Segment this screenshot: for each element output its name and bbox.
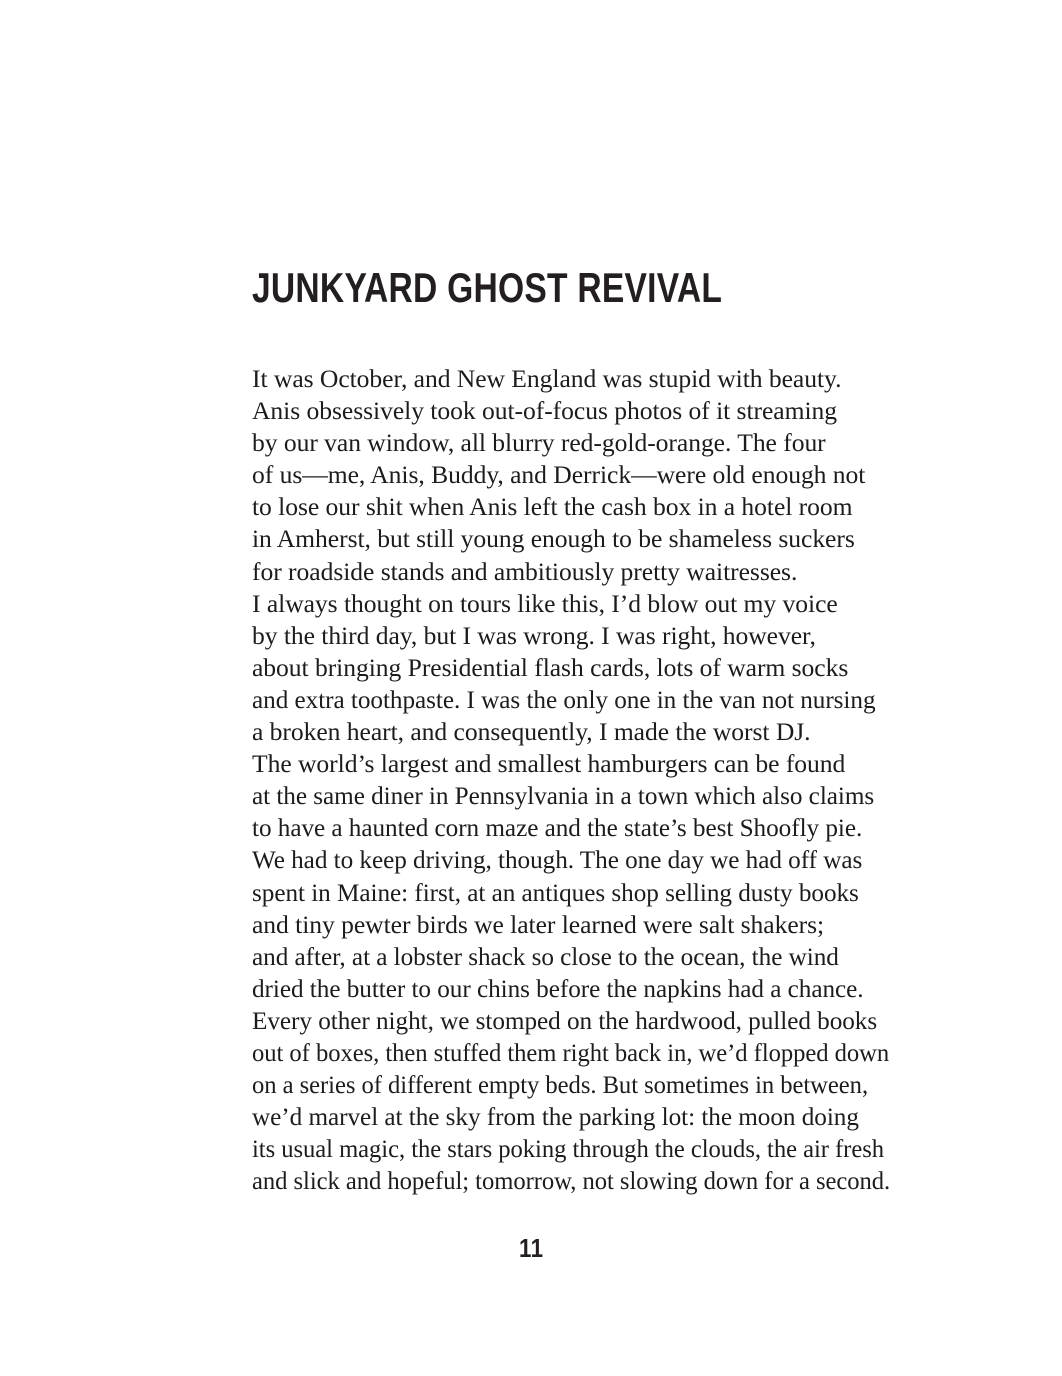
poem-line: It was October, and New England was stupid with beauty. [252,364,842,393]
poem-line: The world’s largest and smallest hamburgers can be found [252,749,846,779]
poem-line: for roadside stands and ambitiously pretty waitresses. [252,556,798,586]
poem-line: at the same diner in Pennsylvania in a town which also claims [252,781,875,811]
poem-line: on a series of different empty beds. But sometimes in between, [252,1070,869,1100]
poem-line: We had to keep driving, though. The one day we had off was [252,845,863,875]
poem-line: we’d marvel at the sky from the parking lot: the moon doing [252,1102,859,1132]
poem-line: Every other night, we stomped on the hardwood, pulled books [252,1005,878,1035]
poem-line: and extra toothpaste. I was the only one in the van not nursing [252,684,876,714]
poem-body [252,363,900,1197]
poem-line: about bringing Presidential flash cards, lots of warm socks [252,652,849,682]
poem-line: of us—me, Anis, Buddy, and Derrick—were old enough not [252,460,866,490]
poem-line: to lose our shit when Anis left the cash box in a hotel room [252,492,853,522]
poem-line: I always thought on tours like this, I’d blow out my voice [252,588,838,618]
poem-line: Anis obsessively took out-of-focus photos of it streaming [252,396,838,426]
poem-line: in Amherst, but still young enough to be shameless suckers [252,524,855,554]
poem-line: and slick and hopeful; tomorrow, not slowing down for a second. [252,1166,891,1196]
page-title: JUNKYARD GHOST REVIVAL [252,264,723,312]
poem-line: by our van window, all blurry red-gold-orange. The four [252,428,826,458]
poem-line: spent in Maine: first, at an antiques shop selling dusty books [252,877,859,907]
poem-line: a broken heart, and consequently, I made the worst DJ. [252,717,811,747]
poem-line: out of boxes, then stuffed them right back in, we’d flopped down [252,1037,890,1067]
poem-line: dried the butter to our chins before the napkins had a chance. [252,973,864,1003]
poem-line: by the third day, but I was wrong. I was right, however, [252,620,816,650]
poem-line: and after, at a lobster shack so close to the ocean, the wind [252,941,839,971]
page-number-value: 11 [518,1233,544,1263]
poem-line: to have a haunted corn maze and the state’s best Shoofly pie. [252,813,863,843]
poem-line: its usual magic, the stars poking through the clouds, the air fresh [252,1134,885,1164]
poem-line: and tiny pewter birds we later learned were salt shakers; [252,909,825,939]
page-number [0,1234,1062,1262]
